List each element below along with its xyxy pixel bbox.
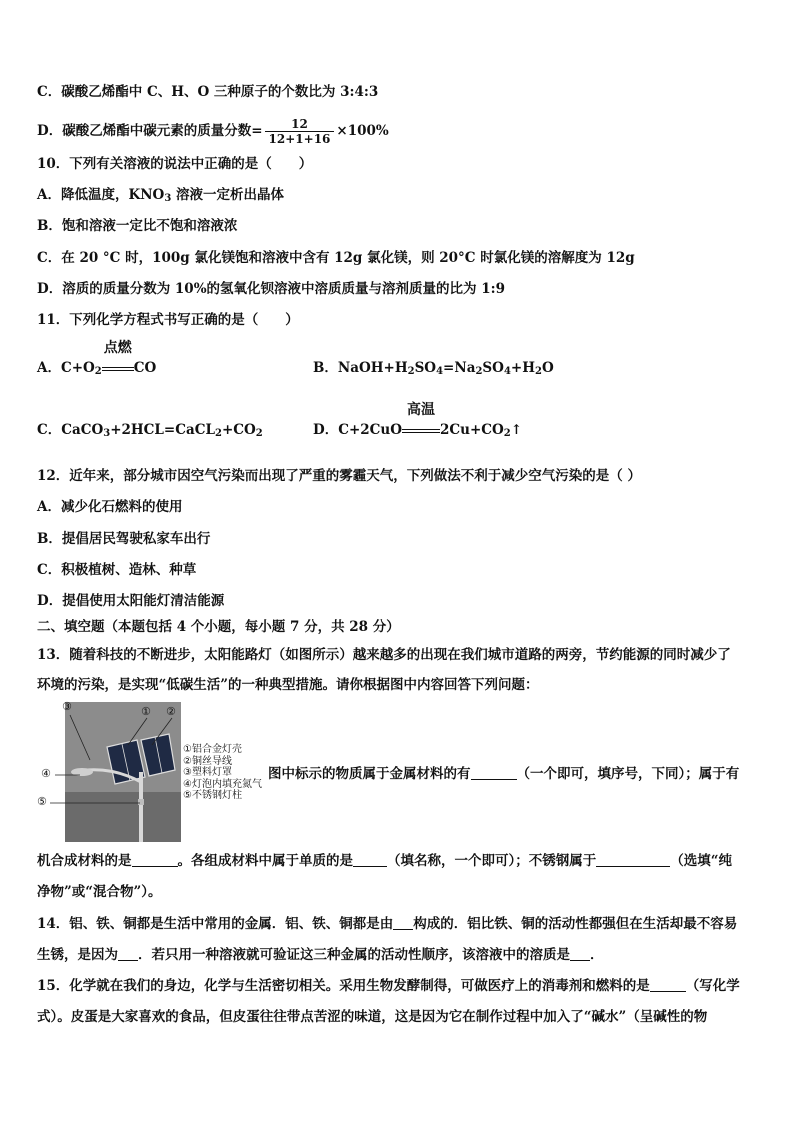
q12-option-d: D．提倡使用太阳能灯清洁能源 (37, 593, 225, 609)
q11-option-c-text: +CO (221, 422, 256, 438)
q14-text: 构成的．铝比铁、铜的活动性都强但在生活却最不容易 (413, 916, 738, 932)
answer-blank[interactable] (132, 852, 178, 867)
q13-text: 机合成材料的是 (37, 853, 132, 869)
answer-blank[interactable] (118, 946, 138, 961)
q13-line-1: 13．随着科技的不断进步，太阳能路灯（如图所示）越来越多的出现在我们城市道路的两旁，节约能源的同时减少了 (37, 647, 731, 663)
q13-text: （一个即可，填序号，下同）；属于有 (516, 766, 740, 782)
q15-text: 15．化学就在我们的身边，化学与生活密切相关。采用生物发酵制得，可做医疗上的消毒剂和燃料的是 (37, 978, 650, 994)
subscript: 2 (407, 366, 415, 377)
subscript: 2 (255, 428, 263, 439)
q11-stem: 11．下列化学方程式书写正确的是（ ） (37, 312, 299, 328)
q14-line-2 (37, 945, 604, 965)
q14-line-1 (37, 914, 737, 934)
condition-label: 高温 (406, 402, 435, 418)
subscript: 2 (214, 428, 222, 439)
q15-line-1 (37, 976, 740, 996)
answer-blank[interactable] (570, 946, 590, 961)
subscript: 2 (94, 366, 102, 377)
subscript: 2 (503, 428, 511, 439)
q10-option-d: D．溶质的质量分数为 10%的氢氧化钡溶液中溶质质量与溶剂质量的比为 1:9 (37, 281, 505, 297)
callout-3: ③ (62, 700, 72, 713)
q13-line-4 (37, 851, 732, 871)
section-heading: 二、填空题（本题包括 4 个小题，每小题 7 分，共 28 分） (37, 619, 400, 635)
q9-option-d-prefix: D．碳酸乙烯酯中碳元素的质量分数= (37, 123, 263, 139)
subscript: 4 (503, 366, 511, 377)
q11-option-b-text: SO (414, 360, 437, 376)
q10-option-a-text-end: 溶液一定析出晶体 (171, 187, 284, 203)
q11-option-c-text: C．CaCO (37, 422, 104, 438)
legend-item: ②铜丝导线 (183, 755, 232, 767)
q11-option-d-text: D．C+2CuO (313, 422, 402, 438)
q13-text: （填名称，一个即可）；不锈钢属于 (387, 853, 597, 869)
q10-option-b: B．饱和溶液一定比不饱和溶液浓 (37, 218, 238, 234)
fraction-denominator: 12+1+16 (268, 132, 331, 146)
callout-2: ② (166, 705, 176, 718)
callout-5: ⑤ (37, 795, 47, 808)
q15-line-2: 式）。皮蛋是大家喜欢的食品，但皮蛋往往带点苦涩的味道，这是因为它在制作过程中加入了“碱水”（呈碱性的物 (37, 1009, 708, 1025)
answer-blank[interactable] (596, 852, 670, 867)
q12-option-c: C．积极植树、造林、种草 (37, 562, 197, 578)
q14-text: 生锈，是因为 (37, 947, 118, 963)
legend-item: ①铝合金灯壳 (183, 744, 242, 755)
q9-option-d-suffix: ×100% (336, 123, 389, 139)
q10-stem: 10．下列有关溶液的说法中正确的是（ ） (37, 156, 313, 172)
legend-item: ④灯泡内填充氮气 (183, 778, 262, 790)
q11-option-b-text: =Na (443, 360, 476, 376)
answer-blank[interactable] (393, 915, 413, 930)
q11-option-d-text: 2Cu+CO (439, 422, 504, 438)
q11-option-b-text: O (541, 360, 554, 376)
subscript: 2 (534, 366, 542, 377)
callout-4: ④ (41, 767, 51, 780)
subscript: 3 (103, 428, 111, 439)
answer-blank[interactable] (471, 765, 517, 780)
answer-blank[interactable] (353, 852, 387, 867)
q10-option-a-text: A．降低温度，KNO (37, 187, 165, 203)
q13-line-2: 环境的污染，是实现“低碳生活”的一种典型措施。请你根据图中内容回答下列问题： (37, 677, 539, 693)
figure-legend (183, 744, 262, 802)
gas-arrow: ↑ (510, 422, 523, 438)
subscript: 2 (475, 366, 483, 377)
q14-text: ．若只用一种溶液就可验证这三种金属的活动性顺序，该溶液中的溶质是 (138, 947, 570, 963)
callout-1: ① (141, 705, 151, 718)
q12-option-b: B．提倡居民驾驶私家车出行 (37, 531, 211, 547)
legend-item: ③塑料灯罩 (183, 767, 232, 778)
q14-text: 14．铝、铁、铜都是生活中常用的金属．铝、铁、铜都是由 (37, 916, 394, 932)
subscript: 3 (164, 193, 172, 204)
q12-option-a: A．减少化石燃料的使用 (37, 499, 183, 515)
q13-text: 图中标示的物质属于金属材料的有 (268, 766, 471, 782)
q11-option-b-text: SO (482, 360, 504, 376)
q15-text: （写化学 (685, 978, 740, 994)
legend-item: ⑤不锈钢灯柱 (183, 790, 242, 801)
q10-option-c: C．在 20 °C 时，100g 氯化镁饱和溶液中含有 12g 氯化镁，则 20°C 时氯化镁的溶解度为 12g (37, 250, 635, 266)
answer-blank[interactable] (650, 977, 686, 992)
q13-text: （选填“纯 (670, 853, 733, 869)
fraction-numerator: 12 (265, 117, 335, 132)
q11-option-c-text: +2HCL=CaCL (110, 422, 215, 438)
q13-line-5: 净物”或“混合物”）。 (37, 884, 162, 900)
q11-option-a-product: CO (133, 360, 157, 376)
q13-line-3 (268, 764, 739, 784)
q11-option-a-text: A．C+O (37, 360, 95, 376)
condition-label: 点燃 (103, 340, 132, 356)
q9-option-c: C．碳酸乙烯酯中 C、H、O 三种原子的个数比为 3:4:3 (37, 84, 379, 100)
q12-stem: 12．近年来，部分城市因空气污染而出现了严重的雾霾天气，下列做法不利于减少空气污染的是（ ） (37, 468, 641, 484)
q14-text: ． (590, 947, 604, 963)
q11-option-b-text: +H (510, 360, 535, 376)
q13-text: 。各组成材料中属于单质的是 (177, 853, 353, 869)
q11-option-b-text: B．NaOH+H (313, 360, 408, 376)
subscript: 4 (436, 366, 444, 377)
